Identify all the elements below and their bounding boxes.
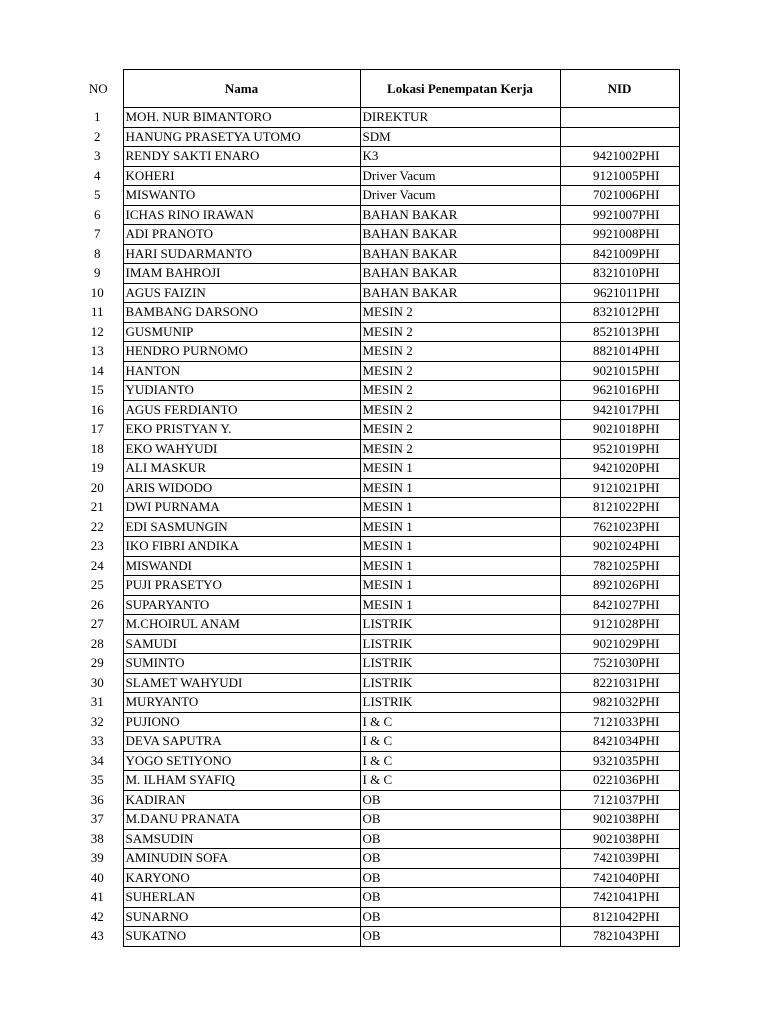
row-lokasi: LISTRIK — [360, 615, 560, 635]
row-lokasi: OB — [360, 907, 560, 927]
row-nama: RENDY SAKTI ENARO — [123, 147, 360, 167]
header-nama: Nama — [123, 70, 360, 108]
table-row — [66, 498, 679, 518]
row-nid: 8121042PHI — [560, 907, 679, 927]
table-row — [66, 537, 679, 557]
table-row — [66, 283, 679, 303]
row-no: 8 — [94, 245, 101, 261]
row-nama: SAMSUDIN — [123, 829, 360, 849]
row-nama: HENDRO PURNOMO — [123, 342, 360, 362]
row-no: 6 — [94, 206, 101, 222]
row-nid: 7121033PHI — [560, 712, 679, 732]
employee-table — [66, 69, 680, 947]
row-nama: SUMINTO — [123, 654, 360, 674]
table-row — [66, 615, 679, 635]
row-no: 3 — [94, 148, 101, 164]
row-nama: IKO FIBRI ANDIKA — [123, 537, 360, 557]
row-lokasi: LISTRIK — [360, 693, 560, 713]
row-lokasi: LISTRIK — [360, 673, 560, 693]
row-nid: 8921026PHI — [560, 576, 679, 596]
row-no: 29 — [90, 655, 104, 671]
row-no: 26 — [90, 596, 104, 612]
table-row — [66, 712, 679, 732]
row-nama: ARIS WIDODO — [123, 478, 360, 498]
row-nid: 8321012PHI — [560, 303, 679, 323]
row-nid: 0221036PHI — [560, 771, 679, 791]
table-row — [66, 478, 679, 498]
row-nid: 8321010PHI — [560, 264, 679, 284]
header-row — [66, 70, 679, 108]
table-row — [66, 127, 679, 147]
table-row — [66, 595, 679, 615]
table-row — [66, 517, 679, 537]
row-nid: 9621011PHI — [560, 283, 679, 303]
row-nama: HANTON — [123, 361, 360, 381]
row-no: 22 — [90, 518, 104, 534]
row-no: 41 — [90, 889, 104, 905]
row-nama: KARYONO — [123, 868, 360, 888]
table-row — [66, 381, 679, 401]
row-lokasi: MESIN 1 — [360, 459, 560, 479]
table-row — [66, 361, 679, 381]
table-body — [66, 108, 679, 947]
table-row — [66, 439, 679, 459]
row-no: 37 — [90, 811, 104, 827]
row-nid: 8421034PHI — [560, 732, 679, 752]
row-lokasi: I & C — [360, 771, 560, 791]
row-nid: 9421002PHI — [560, 147, 679, 167]
row-nid: 9621016PHI — [560, 381, 679, 401]
row-lokasi: Driver Vacum — [360, 166, 560, 186]
row-nid: 9021038PHI — [560, 810, 679, 830]
row-nama: PUJI PRASETYO — [123, 576, 360, 596]
row-lokasi: I & C — [360, 732, 560, 752]
row-lokasi: MESIN 1 — [360, 576, 560, 596]
row-no: 14 — [90, 362, 104, 378]
row-nama: SUNARNO — [123, 907, 360, 927]
row-nama: M. ILHAM SYAFIQ — [123, 771, 360, 791]
table-row — [66, 205, 679, 225]
row-lokasi: MESIN 1 — [360, 595, 560, 615]
row-nid: 7421041PHI — [560, 888, 679, 908]
row-lokasi: BAHAN BAKAR — [360, 283, 560, 303]
row-lokasi: BAHAN BAKAR — [360, 205, 560, 225]
header-lokasi: Lokasi Penempatan Kerja — [360, 70, 560, 108]
row-nama: IMAM BAHROJI — [123, 264, 360, 284]
row-nid: 9921008PHI — [560, 225, 679, 245]
row-no: 31 — [90, 694, 104, 710]
table-row — [66, 264, 679, 284]
row-no: 18 — [90, 440, 104, 456]
row-nid: 9521019PHI — [560, 439, 679, 459]
table-row — [66, 790, 679, 810]
row-nid: 7821025PHI — [560, 556, 679, 576]
row-lokasi: BAHAN BAKAR — [360, 244, 560, 264]
row-nama: YUDIANTO — [123, 381, 360, 401]
table-row — [66, 108, 679, 128]
row-nama: HANUNG PRASETYA UTOMO — [123, 127, 360, 147]
row-lokasi: OB — [360, 790, 560, 810]
row-nama: SAMUDI — [123, 634, 360, 654]
table-row — [66, 849, 679, 869]
row-nama: EDI SASMUNGIN — [123, 517, 360, 537]
row-no: 35 — [90, 772, 104, 788]
table-row — [66, 829, 679, 849]
row-nid: 9021038PHI — [560, 829, 679, 849]
row-nid: 9421017PHI — [560, 400, 679, 420]
row-nid: 7421040PHI — [560, 868, 679, 888]
row-nid: 9321035PHI — [560, 751, 679, 771]
table-row — [66, 654, 679, 674]
row-nid: 9021018PHI — [560, 420, 679, 440]
row-no: 43 — [90, 928, 104, 944]
table-row — [66, 244, 679, 264]
table-row — [66, 907, 679, 927]
row-no: 13 — [90, 343, 104, 359]
row-nama: SUPARYANTO — [123, 595, 360, 615]
row-nama: AMINUDIN SOFA — [123, 849, 360, 869]
row-nama: ADI PRANOTO — [123, 225, 360, 245]
row-no: 10 — [90, 284, 104, 300]
row-nama: M.CHOIRUL ANAM — [123, 615, 360, 635]
row-nama: KADIRAN — [123, 790, 360, 810]
row-no: 28 — [90, 635, 104, 651]
row-nama: DWI PURNAMA — [123, 498, 360, 518]
row-no: 38 — [90, 830, 104, 846]
row-nama: MURYANTO — [123, 693, 360, 713]
row-nid: 7121037PHI — [560, 790, 679, 810]
row-lokasi: OB — [360, 849, 560, 869]
row-lokasi: LISTRIK — [360, 634, 560, 654]
row-nama: SUKATNO — [123, 927, 360, 947]
row-nid: 7521030PHI — [560, 654, 679, 674]
table-row — [66, 810, 679, 830]
row-lokasi: BAHAN BAKAR — [360, 225, 560, 245]
row-nid: 9021029PHI — [560, 634, 679, 654]
table-row — [66, 927, 679, 947]
row-lokasi: MESIN 2 — [360, 303, 560, 323]
table-row — [66, 868, 679, 888]
row-no: 32 — [90, 713, 104, 729]
row-nama: HARI SUDARMANTO — [123, 244, 360, 264]
table-row — [66, 556, 679, 576]
row-no: 4 — [94, 167, 101, 183]
table-row — [66, 225, 679, 245]
table-row — [66, 420, 679, 440]
row-nama: EKO PRISTYAN Y. — [123, 420, 360, 440]
row-nama: ALI MASKUR — [123, 459, 360, 479]
row-nama: ICHAS RINO IRAWAN — [123, 205, 360, 225]
row-lokasi: MESIN 1 — [360, 498, 560, 518]
row-lokasi: MESIN 1 — [360, 556, 560, 576]
row-nid — [560, 108, 679, 128]
row-no: 30 — [90, 674, 104, 690]
row-lokasi: MESIN 2 — [360, 439, 560, 459]
table-row — [66, 166, 679, 186]
row-nid: 8821014PHI — [560, 342, 679, 362]
row-no: 17 — [90, 421, 104, 437]
header-no: NO — [88, 80, 108, 96]
row-nama: PUJIONO — [123, 712, 360, 732]
table-row — [66, 186, 679, 206]
row-no: 16 — [90, 401, 104, 417]
row-lokasi: SDM — [360, 127, 560, 147]
table-row — [66, 751, 679, 771]
table-row — [66, 322, 679, 342]
row-no: 23 — [90, 538, 104, 554]
row-nama: YOGO SETIYONO — [123, 751, 360, 771]
row-lokasi: K3 — [360, 147, 560, 167]
row-lokasi: MESIN 2 — [360, 381, 560, 401]
row-no: 25 — [90, 577, 104, 593]
row-lokasi: OB — [360, 927, 560, 947]
row-nid: 8421009PHI — [560, 244, 679, 264]
table-row — [66, 147, 679, 167]
row-no: 24 — [90, 557, 104, 573]
header-nid: NID — [560, 70, 679, 108]
row-lokasi: LISTRIK — [360, 654, 560, 674]
table-row — [66, 771, 679, 791]
table-row — [66, 303, 679, 323]
row-no: 1 — [94, 109, 101, 125]
row-lokasi: OB — [360, 868, 560, 888]
row-no: 19 — [90, 460, 104, 476]
row-lokasi: MESIN 1 — [360, 517, 560, 537]
row-nid: 9121028PHI — [560, 615, 679, 635]
row-nid: 9921007PHI — [560, 205, 679, 225]
row-no: 40 — [90, 869, 104, 885]
row-nama: KOHERI — [123, 166, 360, 186]
row-nid: 7821043PHI — [560, 927, 679, 947]
row-no: 7 — [94, 226, 101, 242]
row-no: 36 — [90, 791, 104, 807]
row-nid: 9821032PHI — [560, 693, 679, 713]
row-no: 11 — [90, 304, 104, 320]
row-no: 5 — [94, 187, 101, 203]
row-nid: 8221031PHI — [560, 673, 679, 693]
row-nid: 9121005PHI — [560, 166, 679, 186]
row-lokasi: MESIN 1 — [360, 478, 560, 498]
row-lokasi: BAHAN BAKAR — [360, 264, 560, 284]
row-nama: BAMBANG DARSONO — [123, 303, 360, 323]
row-nama: MOH. NUR BIMANTORO — [123, 108, 360, 128]
row-no: 27 — [90, 616, 104, 632]
row-nid: 8421027PHI — [560, 595, 679, 615]
row-nama: MISWANTO — [123, 186, 360, 206]
row-no: 2 — [94, 128, 101, 144]
row-lokasi: MESIN 2 — [360, 361, 560, 381]
row-lokasi: OB — [360, 829, 560, 849]
row-nid: 8521013PHI — [560, 322, 679, 342]
row-no: 20 — [90, 479, 104, 495]
row-nid: 9121021PHI — [560, 478, 679, 498]
table-row — [66, 459, 679, 479]
row-lokasi: MESIN 2 — [360, 342, 560, 362]
table-row — [66, 342, 679, 362]
row-nama: AGUS FAIZIN — [123, 283, 360, 303]
row-lokasi: MESIN 2 — [360, 420, 560, 440]
table-row — [66, 888, 679, 908]
row-nid — [560, 127, 679, 147]
row-lokasi: I & C — [360, 751, 560, 771]
row-lokasi: I & C — [360, 712, 560, 732]
row-lokasi: DIREKTUR — [360, 108, 560, 128]
row-no: 34 — [90, 752, 104, 768]
row-nama: EKO WAHYUDI — [123, 439, 360, 459]
row-nama: SUHERLAN — [123, 888, 360, 908]
row-nid: 8121022PHI — [560, 498, 679, 518]
table-row — [66, 634, 679, 654]
row-nid: 9421020PHI — [560, 459, 679, 479]
row-no: 12 — [90, 323, 104, 339]
row-nama: GUSMUNIP — [123, 322, 360, 342]
table-row — [66, 673, 679, 693]
row-no: 39 — [90, 850, 104, 866]
row-nid: 9021015PHI — [560, 361, 679, 381]
row-lokasi: OB — [360, 810, 560, 830]
row-lokasi: MESIN 2 — [360, 400, 560, 420]
table-row — [66, 693, 679, 713]
row-no: 15 — [90, 382, 104, 398]
row-no: 9 — [94, 265, 101, 281]
row-nid: 9021024PHI — [560, 537, 679, 557]
row-nid: 7621023PHI — [560, 517, 679, 537]
row-no: 42 — [90, 908, 104, 924]
row-nama: MISWANDI — [123, 556, 360, 576]
row-nama: DEVA SAPUTRA — [123, 732, 360, 752]
row-nama: M.DANU PRANATA — [123, 810, 360, 830]
table-row — [66, 732, 679, 752]
row-no: 21 — [90, 499, 104, 515]
row-nid: 7021006PHI — [560, 186, 679, 206]
table-row — [66, 576, 679, 596]
table-row — [66, 400, 679, 420]
row-lokasi: MESIN 1 — [360, 537, 560, 557]
row-lokasi: MESIN 2 — [360, 322, 560, 342]
row-lokasi: OB — [360, 888, 560, 908]
row-nama: AGUS FERDIANTO — [123, 400, 360, 420]
row-no: 33 — [90, 733, 104, 749]
row-nid: 7421039PHI — [560, 849, 679, 869]
row-nama: SLAMET WAHYUDI — [123, 673, 360, 693]
row-lokasi: Driver Vacum — [360, 186, 560, 206]
